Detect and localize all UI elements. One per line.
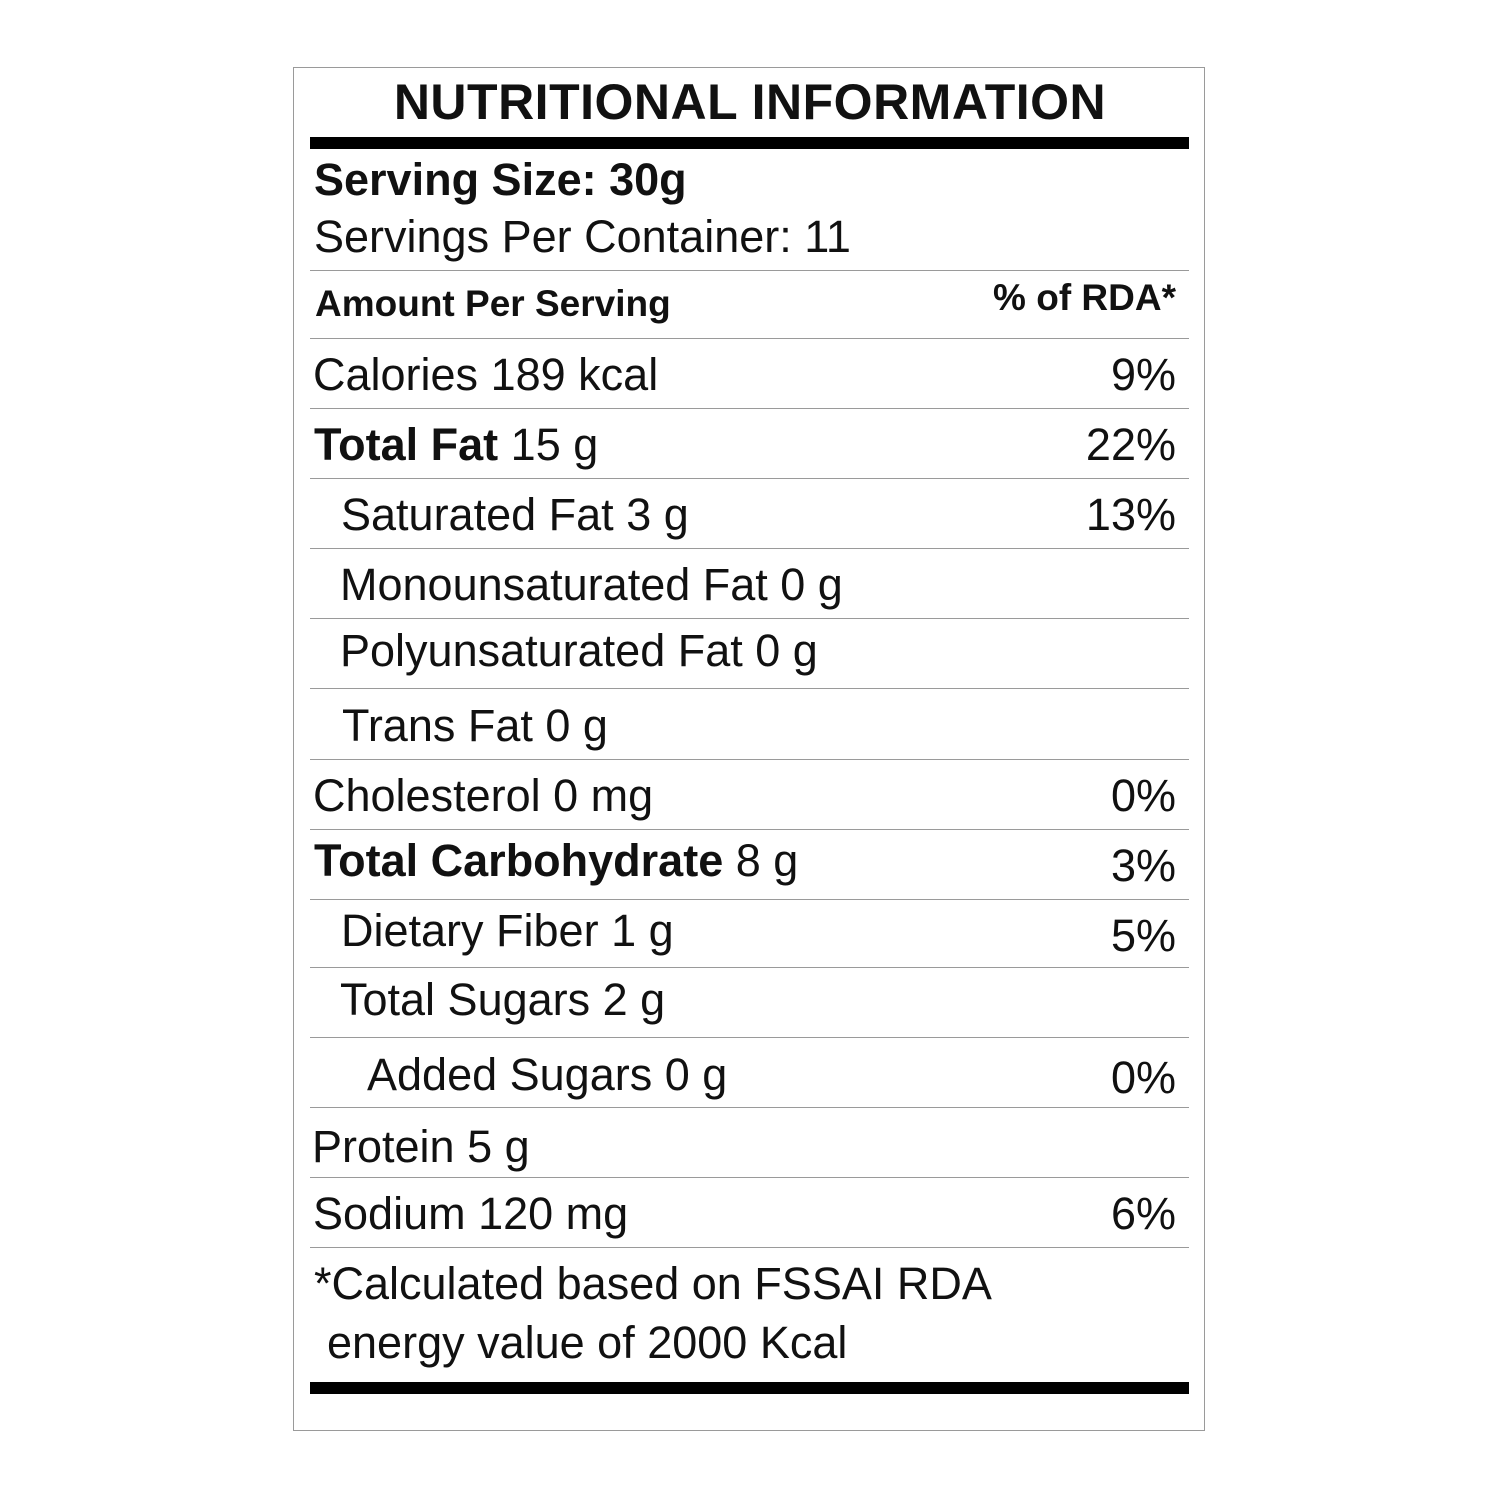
- divider: [310, 688, 1189, 689]
- nutrient-protein: Protein 5 g: [312, 1121, 530, 1172]
- rda-total-fat: 22%: [1085, 419, 1176, 470]
- nutrient-cholesterol: Cholesterol 0 mg: [313, 770, 654, 821]
- divider: [310, 408, 1189, 409]
- nutrient-total-carbohydrate: Total Carbohydrate 8 g: [314, 835, 799, 886]
- divider: [310, 1107, 1189, 1108]
- footnote-line-1: *Calculated based on FSSAI RDA: [314, 1258, 992, 1309]
- nutrient-total-fat: Total Fat 15 g: [314, 419, 599, 470]
- amount-per-serving-header: Amount Per Serving: [315, 283, 671, 324]
- rda-saturated-fat: 13%: [1085, 489, 1176, 540]
- rda-dietary-fiber: 5%: [1110, 910, 1176, 961]
- divider: [310, 548, 1189, 549]
- nutrient-trans-fat: Trans Fat 0 g: [342, 700, 608, 751]
- rda-total-carbohydrate: 3%: [1110, 840, 1176, 891]
- nutrient-total-sugars: Total Sugars 2 g: [340, 974, 666, 1025]
- nutrient-saturated-fat: Saturated Fat 3 g: [341, 489, 689, 540]
- serving-size: Serving Size: 30g: [314, 154, 687, 205]
- rda-added-sugars: 0%: [1110, 1052, 1176, 1103]
- divider: [310, 967, 1189, 968]
- divider: [310, 270, 1189, 271]
- bottom-thick-bar: [310, 1382, 1189, 1394]
- divider: [310, 618, 1189, 619]
- rda-header: % of RDA*: [993, 277, 1176, 318]
- footnote-line-2: energy value of 2000 Kcal: [327, 1317, 848, 1368]
- nutrient-added-sugars: Added Sugars 0 g: [367, 1049, 728, 1100]
- nutrient-dietary-fiber: Dietary Fiber 1 g: [341, 905, 674, 956]
- servings-per-container: Servings Per Container: 11: [314, 211, 851, 262]
- divider: [310, 338, 1189, 339]
- divider: [310, 899, 1189, 900]
- rda-calories: 9%: [1110, 349, 1176, 400]
- divider: [310, 1177, 1189, 1178]
- nutrient-polyunsaturated-fat: Polyunsaturated Fat 0 g: [340, 625, 818, 676]
- divider: [310, 829, 1189, 830]
- divider: [310, 1247, 1189, 1248]
- rda-cholesterol: 0%: [1110, 770, 1176, 821]
- top-thick-bar: [310, 137, 1189, 149]
- nutrient-sodium: Sodium 120 mg: [313, 1188, 629, 1239]
- label-title: NUTRITIONAL INFORMATION: [393, 74, 1107, 130]
- divider: [310, 759, 1189, 760]
- divider: [310, 478, 1189, 479]
- nutrient-monounsaturated-fat: Monounsaturated Fat 0 g: [340, 559, 843, 610]
- divider: [310, 1037, 1189, 1038]
- rda-sodium: 6%: [1110, 1188, 1176, 1239]
- nutrient-calories: Calories 189 kcal: [313, 349, 659, 400]
